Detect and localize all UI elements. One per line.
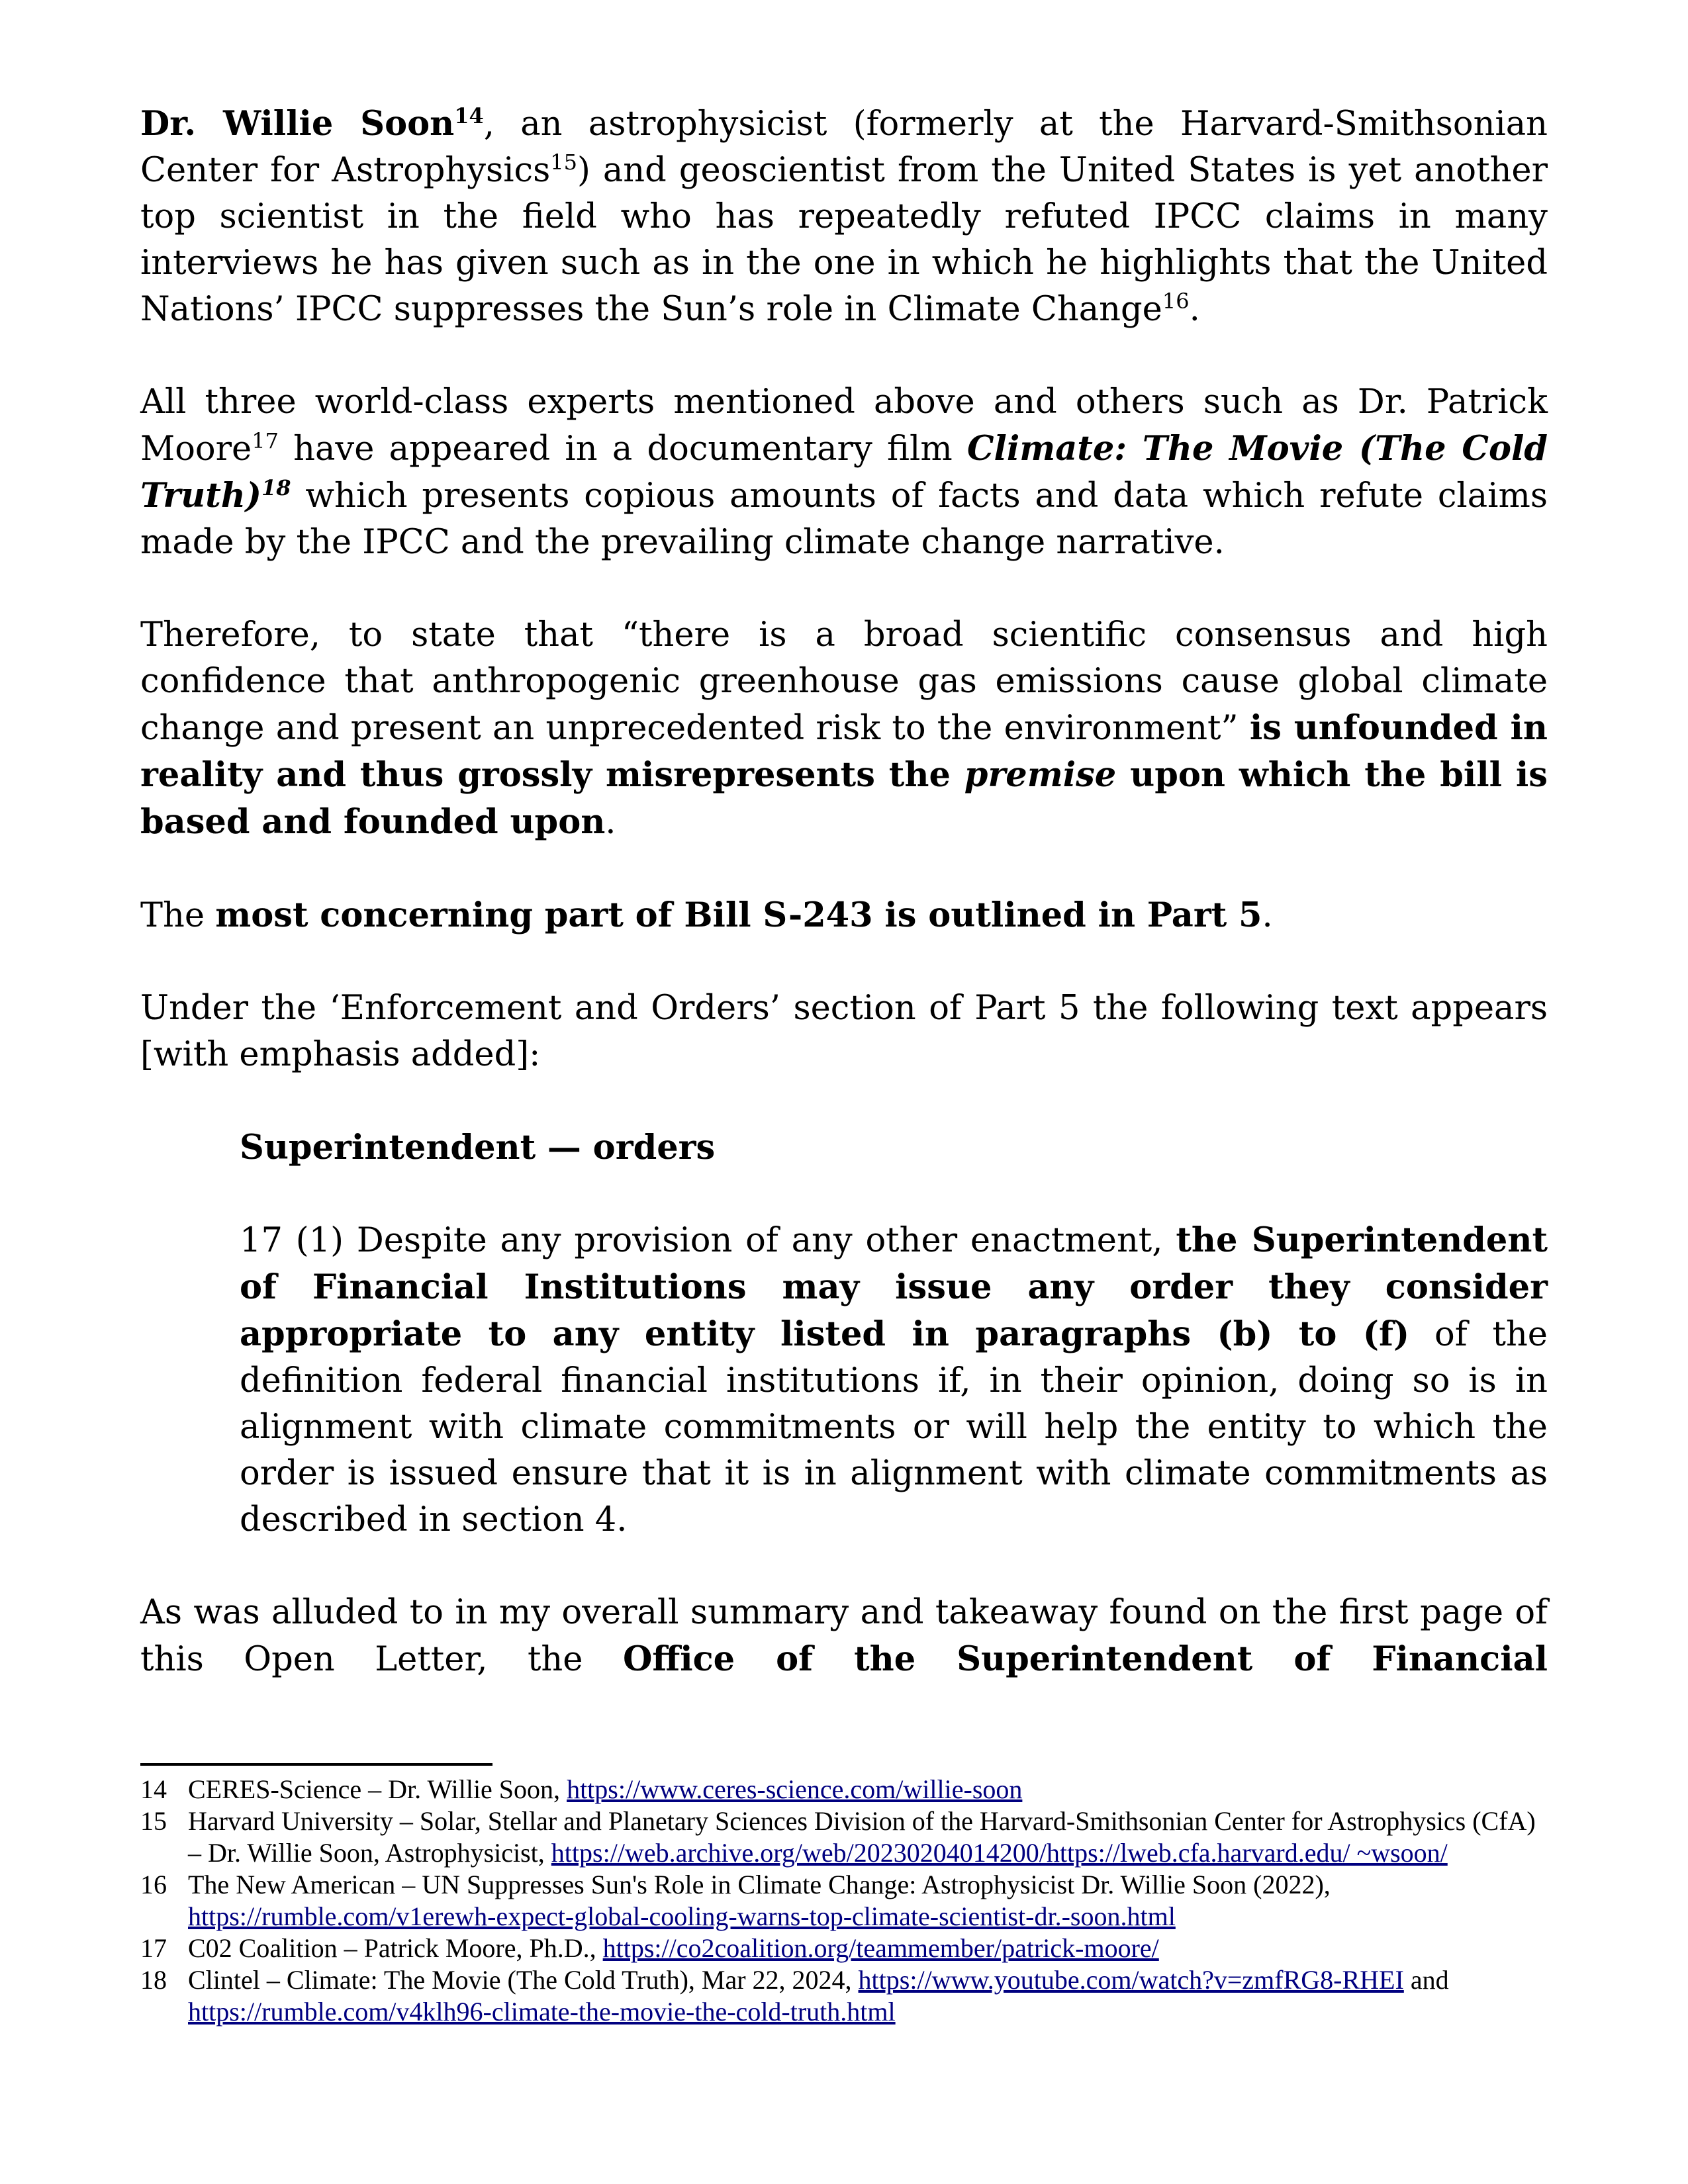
paragraph-text: As was alluded to in my overall summary and takeaway found on the first page of this Open Letter, the [140,1593,1548,1679]
footnote-link[interactable]: https://co2coalition.org/teammember/patrick-moore/ [602,1933,1159,1963]
footnote-link[interactable]: https://www.youtube.com/watch?v=zmfRG8-RHEI [858,1965,1404,1995]
footnote-number: 14 [140,1774,167,1804]
paragraph-text: The [140,896,216,935]
footnote-number: 18 [140,1965,167,1995]
footnote-ref-15[interactable]: 15 [550,150,577,175]
paragraph-willie-soon [140,101,1548,333]
emphasis-text: upon which the bill is based and founded upon [140,755,1548,842]
paragraph-text: . [1262,896,1273,935]
footnote-16 [140,1869,1548,1933]
footnote-text: The New American – UN Suppresses Sun's Role in Climate Change: Astrophysicist Dr. Willie Soon (2022), [188,1870,1331,1899]
paragraph-text: which presents copious amounts of facts and data which refute claims made by the IPCC and the prevailing climate change narrative. [140,477,1548,562]
paragraph-summary [140,1590,1548,1683]
footnote-ref-18[interactable]: 18 [261,475,291,500]
paragraph-consensus [140,612,1548,846]
footnote-14 [140,1774,1548,1805]
footnotes [140,1774,1548,2028]
body-text [140,101,1548,1683]
paragraph-text: . [605,803,616,842]
footnote-link-2[interactable]: https://rumble.com/v4klh96-climate-the-movie-the-cold-truth.html [188,1997,896,2026]
footnote-ref-16[interactable]: 16 [1162,289,1190,314]
footnote-text: Harvard University – Solar, Stellar and Planetary Sciences Division of the Harvard-Smithsonian Center for Astrophysics (CfA) – Dr. Willie Soon, Astrophysicist, [188,1806,1536,1868]
footnote-link[interactable]: https://web.archive.org/web/20230204014200/https://lweb.cfa.harvard.edu/ ~wsoon/ [551,1838,1448,1868]
emphasis-text: the Superintendent of Financial Institutions may issue any order they consider appropriate to any entity listed in paragraphs (b) to (f) [240,1220,1548,1354]
paragraph-documentary [140,379,1548,566]
paragraph-text: of the definition federal financial institutions if, in their opinion, doing so is in alignment with climate commitments or will help the entity to which the order is issued ensure that it is in alignment with climate commitments as described in section 4. [240,1315,1548,1539]
emphasis-text: Office of the Superintendent of Financial [622,1639,1548,1679]
paragraph-text: have appeared in a documentary film [278,430,967,469]
paragraph-text: , an astrophysicist (formerly at the Harvard-Smithsonian Center for Astrophysics [140,105,1548,190]
footnote-link[interactable]: https://www.ceres-science.com/willie-soon [567,1774,1023,1804]
footnote-link[interactable]: https://rumble.com/v1erewh-expect-global-cooling-warns-top-climate-scientist-dr.-soon.html [188,1901,1176,1931]
name-willie-soon: Dr. Willie Soon [140,104,455,144]
paragraph-text: . [1189,290,1200,329]
footnote-number: 17 [140,1933,167,1963]
quote-body [240,1217,1548,1543]
footnote-text: C02 Coalition – Patrick Moore, Ph.D., [188,1933,603,1963]
quote-heading: Superintendent — orders [240,1128,716,1167]
paragraph-part5 [140,892,1548,939]
footnote-text: Clintel – Climate: The Movie (The Cold Truth), Mar 22, 2024, [188,1965,859,1995]
paragraph-text: ) and geoscientist from the United States is yet another top scientist in the field who has repeatedly refuted IPCC claims in many interviews he has given such as in the one in which he highlights that the United Nations’ IPCC suppresses the Sun’s role in Climate Change [140,151,1548,329]
footnote-18 [140,1964,1548,2028]
footnote-17 [140,1933,1548,1964]
paragraph-text: All three world-class experts mentioned above and others such as Dr. Patrick Moore [140,383,1548,469]
film-title: Climate: The Movie (The Cold Truth) [140,429,1548,516]
footnote-15 [140,1805,1548,1869]
emphasis-italic: premise [964,755,1117,795]
footnote-ref-14[interactable]: 14 [454,103,484,128]
emphasis-text: most concerning part of Bill S-243 is outlined in Part 5 [215,895,1262,935]
paragraph-text: 17 (1) Despite any provision of any other enactment, [240,1221,1176,1260]
footnote-text: and [1403,1965,1449,1995]
footnote-text: CERES-Science – Dr. Willie Soon, [188,1774,567,1804]
paragraph-text: Under the ‘Enforcement and Orders’ section of Part 5 the following text appears [with emphasis added]: [140,989,1548,1074]
footnote-number: 16 [140,1870,167,1899]
emphasis-text: is unfounded in reality and thus grossly misrepresents the [140,708,1548,795]
footnote-separator [140,1763,492,1766]
footnote-ref-17[interactable]: 17 [252,428,279,453]
paragraph-text: Therefore, to state that “there is a broad scientific consensus and high confidence that anthropogenic greenhouse gas emissions cause global climate change and present an unprecedented risk to the environment” [140,615,1548,748]
footnote-number: 15 [140,1806,167,1836]
paragraph-enforcement [140,985,1548,1078]
